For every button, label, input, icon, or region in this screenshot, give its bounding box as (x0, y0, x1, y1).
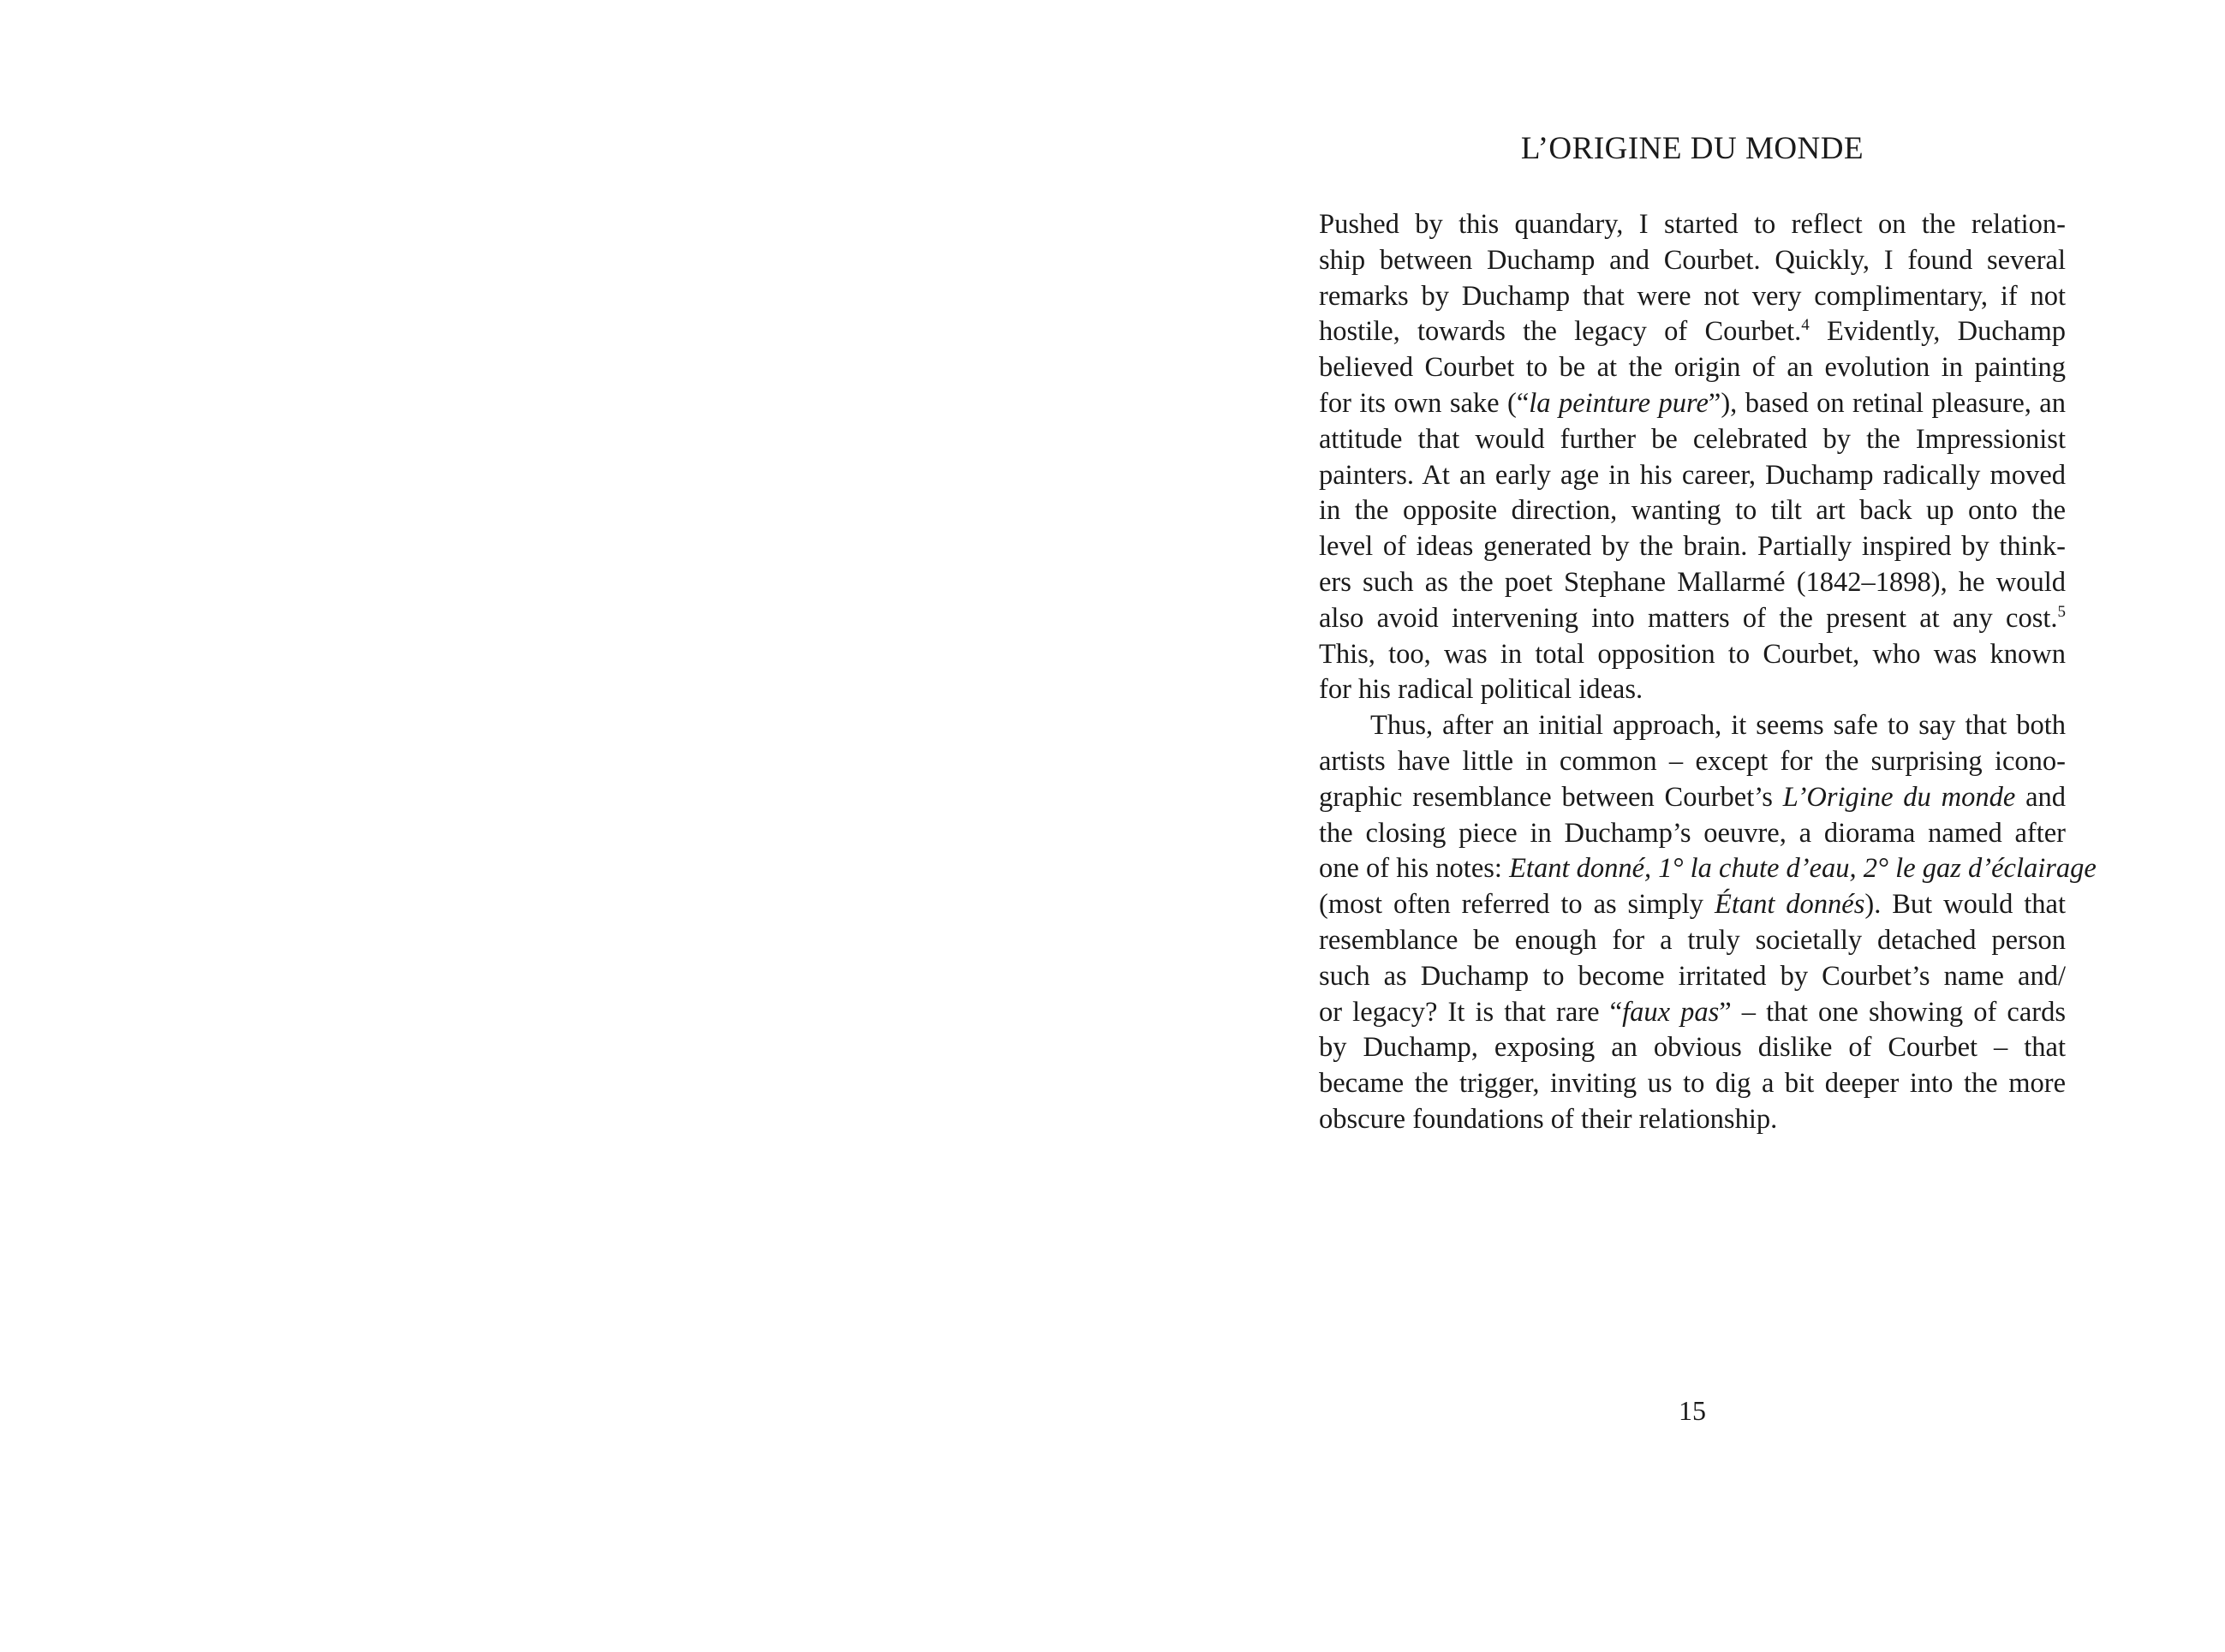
text-run: hostile, towards the legacy of Courbet. (1319, 316, 1802, 348)
text-line (1319, 744, 2066, 780)
left-page-blank (0, 0, 1112, 1652)
text-run: graphic resemblance between Courbet’s (1319, 781, 1783, 813)
text-run: ship between Duchamp and Courbet. Quickly, I found several (1319, 244, 2066, 276)
text-line (1319, 207, 2066, 243)
text-line (1319, 1066, 2066, 1102)
text-run: obscure foundations of their relationship. (1319, 1103, 1778, 1135)
text-run: ”), based on retinal pleasure, an (1708, 387, 2066, 419)
footnote-marker: 4 (1801, 316, 1810, 335)
text-run: This, too, was in total opposition to Courbet, who was known (1319, 638, 2066, 670)
body-text (1319, 207, 2097, 1138)
italic-text: L’Origine du monde (1782, 781, 2016, 813)
footnote-marker: 5 (2057, 602, 2066, 621)
text-run: Thus, after an initial approach, it seems safe to say that both (1370, 710, 2066, 742)
text-line (1319, 314, 2066, 350)
text-run: ). But would that (1864, 889, 2067, 921)
text-line (1319, 529, 2066, 565)
text-line (1319, 1102, 2066, 1138)
text-line (1319, 708, 2066, 744)
text-run: for his radical political ideas. (1319, 674, 1643, 706)
text-run: Evidently, Duchamp (1809, 316, 2067, 348)
text-line (1319, 601, 2066, 637)
text-run: for its own sake (“ (1319, 387, 1530, 419)
text-run: one of his notes: (1319, 853, 1510, 885)
text-line (1319, 279, 2066, 315)
text-run: artists have little in common – except for the surprising icono- (1319, 745, 2066, 777)
text-run: the closing piece in Duchamp’s oeuvre, a diorama named after (1319, 817, 2066, 849)
text-run: ” – that one showing of cards (1719, 996, 2066, 1028)
text-run: ers such as the poet Stephane Mallarmé (1842–1898), he would (1319, 566, 2066, 598)
text-run: or legacy? It is that rare “ (1319, 996, 1623, 1028)
text-run: level of ideas generated by the brain. Partially inspired by think- (1319, 531, 2066, 563)
text-line (1319, 851, 2097, 887)
text-run: attitude that would further be celebrated by the Impressionist (1319, 423, 2066, 455)
italic-text: Etant donné, 1° la chute d’eau, 2° le gaz d’éclairage (1509, 853, 2097, 885)
italic-text: faux pas (1622, 996, 1720, 1028)
text-run: remarks by Duchamp that were not very complimentary, if not (1319, 280, 2066, 312)
text-line (1319, 637, 2066, 673)
text-run: and (2015, 781, 2066, 813)
running-head: L’ORIGINE DU MONDE (1520, 131, 1864, 166)
text-run: also avoid intervening into matters of the present at any cost. (1319, 602, 2058, 634)
text-line (1319, 995, 2066, 1031)
italic-text: Étant donnés (1714, 889, 1865, 921)
text-line (1319, 959, 2066, 995)
text-run: (most often referred to as simply (1319, 889, 1715, 921)
italic-text: la peinture pure (1529, 387, 1709, 419)
text-run: resemblance be enough for a truly societally detached person (1319, 924, 2066, 956)
text-run: painters. At an early age in his career, Duchamp radically moved (1319, 459, 2066, 491)
page-number: 15 (1679, 1395, 1706, 1426)
text-run: by Duchamp, exposing an obvious dislike of Courbet – that (1319, 1032, 2066, 1064)
text-line (1319, 386, 2066, 422)
text-line (1319, 350, 2066, 386)
text-line (1319, 243, 2066, 279)
text-line (1319, 887, 2066, 923)
text-line (1319, 493, 2066, 529)
text-line (1319, 458, 2066, 494)
text-line (1319, 923, 2066, 959)
text-run: believed Courbet to be at the origin of an evolution in painting (1319, 352, 2066, 384)
text-line (1319, 816, 2066, 852)
text-line (1319, 422, 2066, 458)
text-run: became the trigger, inviting us to dig a bit deeper into the more (1319, 1068, 2066, 1100)
text-run: Pushed by this quandary, I started to reflect on the relation- (1319, 209, 2066, 240)
text-line (1319, 1030, 2066, 1066)
text-line (1319, 672, 2066, 708)
text-run: in the opposite direction, wanting to tilt art back up onto the (1319, 495, 2066, 527)
text-run: such as Duchamp to become irritated by Courbet’s name and/ (1319, 960, 2066, 992)
text-line (1319, 780, 2066, 816)
text-line (1319, 565, 2066, 601)
